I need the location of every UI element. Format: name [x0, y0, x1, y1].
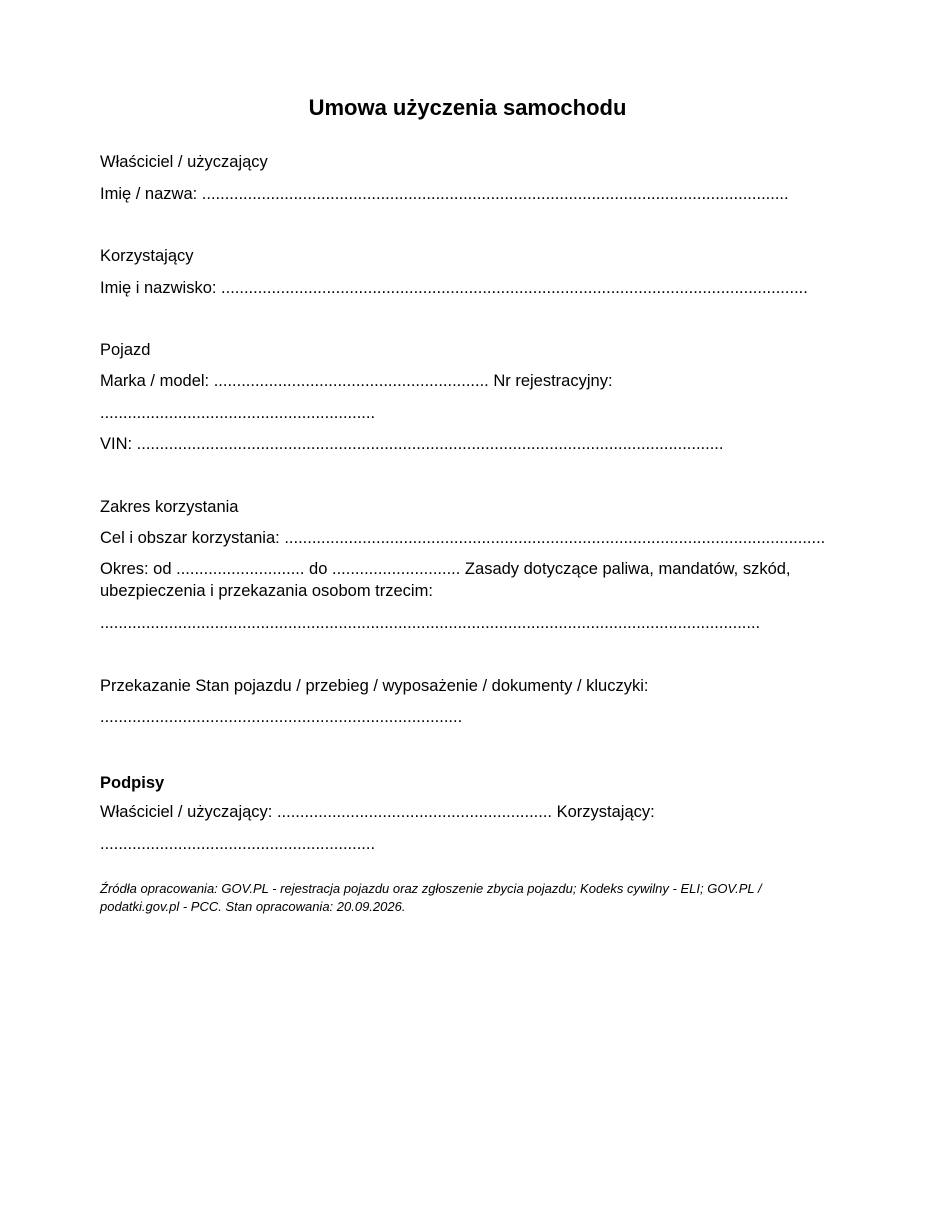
- handover-field-label: Przekazanie Stan pojazdu / przebieg / wyposażenie / dokumenty / kluczyki:: [100, 677, 649, 695]
- sources-footnote: Źródła opracowania: GOV.PL - rejestracja pojazdu oraz zgłoszenie zbycia pojazdu; Kodeks cywilny - ELI; GOV.PL / podatki.gov.pl - PCC. Stan opracowania: 20.09.2026.: [100, 881, 762, 914]
- user-heading: Korzystający: [100, 247, 194, 265]
- signatures-user-field: ............................................................: [100, 835, 376, 853]
- usage-rules-field: ................................................................................................................................................: [100, 614, 761, 632]
- usage-purpose-field: Cel i obszar korzystania: ......................................................................................................................: [100, 529, 826, 547]
- vehicle-registration-field: ............................................................: [100, 404, 376, 422]
- owner-heading: Właściciel / użyczający: [100, 153, 268, 171]
- user-name-field: Imię i nazwisko: ................................................................................................................................: [100, 279, 808, 297]
- vehicle-vin-field: VIN: ................................................................................................................................: [100, 435, 724, 453]
- signatures-field: Właściciel / użyczający: ............................................................ Korzystający:: [100, 803, 655, 821]
- signatures-heading: Podpisy: [100, 774, 165, 792]
- vehicle-make-field: Marka / model: ............................................................ Nr rejestracyjny:: [100, 372, 613, 390]
- document-title: Umowa użyczenia samochodu: [308, 95, 627, 120]
- handover-field: ...............................................................................: [100, 708, 463, 726]
- usage-period-field: Okres: od ............................ do ............................ Zasady dotyczące paliwa, mandatów, szkód, ubezpieczenia i przekazania osobom trzecim:: [100, 560, 791, 600]
- vehicle-heading: Pojazd: [100, 341, 151, 359]
- usage-heading: Zakres korzystania: [100, 498, 239, 516]
- owner-name-field: Imię / nazwa: ................................................................................................................................: [100, 185, 789, 203]
